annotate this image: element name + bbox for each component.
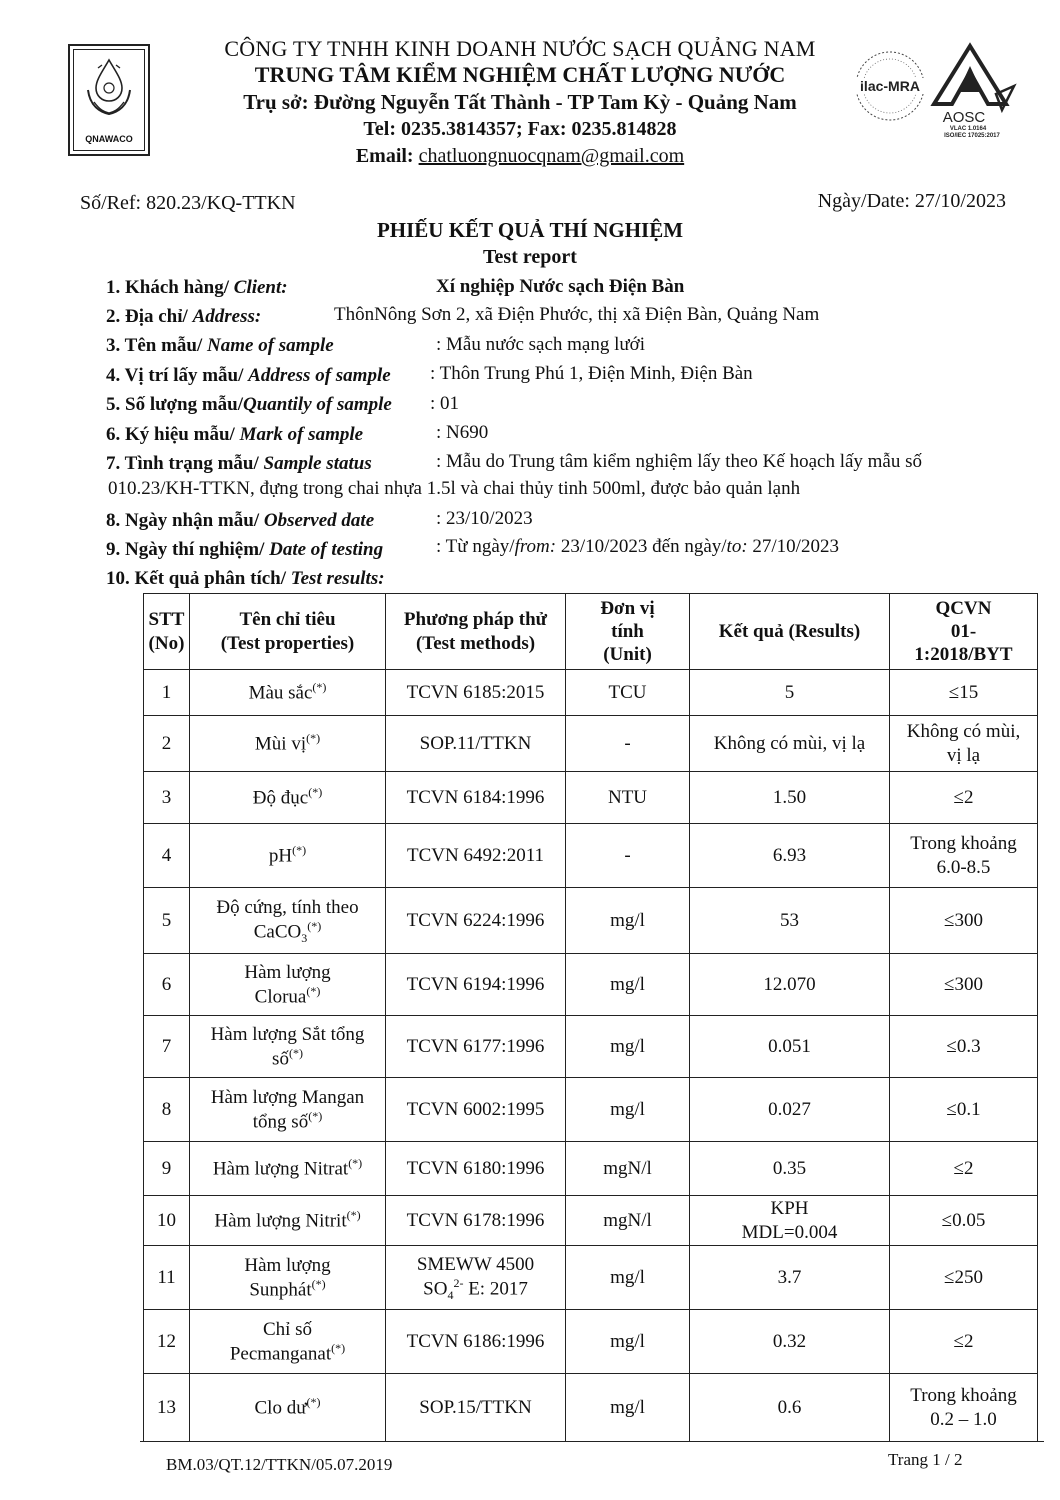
cell-no: 13 — [144, 1374, 190, 1442]
header-qcvn-limit: QCVN 01- 1:2018/BYT — [890, 594, 1038, 670]
aosc-iso-text: ISO/IEC 17025:2017 — [944, 133, 1000, 138]
cell-unit: mg/l — [566, 1310, 690, 1374]
sample-quantity-value: : 01 — [430, 393, 460, 414]
cell-result: 12.070 — [690, 954, 890, 1016]
cell-limit: ≤2 — [890, 772, 1038, 824]
cell-limit: ≤2 — [890, 1142, 1038, 1196]
cell-limit: ≤0.05 — [890, 1196, 1038, 1246]
cell-property: Mùi vị(*) — [190, 716, 386, 772]
cell-method: TCVN 6492:2011 — [386, 824, 566, 888]
testing-date-value: : Từ ngày/from: 23/10/2023 đến ngày/to: 27/10/2023 — [436, 536, 839, 557]
cell-property: Hàm lượng Clorua(*) — [190, 954, 386, 1016]
cell-no: 11 — [144, 1246, 190, 1310]
table-row — [144, 716, 1038, 772]
cell-no: 3 — [144, 772, 190, 824]
cell-method: TCVN 6180:1996 — [386, 1142, 566, 1196]
table-row — [144, 1078, 1038, 1142]
address-label: 2. Địa chỉ/ Address: — [106, 306, 262, 327]
cell-property: Clo dư(*) — [190, 1374, 386, 1442]
sample-name-label: 3. Tên mẫu/ Name of sample — [106, 335, 334, 356]
aosc-vlac-text: VLAC 1.0164 — [949, 126, 987, 132]
cell-property: pH(*) — [190, 824, 386, 888]
cell-limit: Trong khoảng 6.0-8.5 — [890, 824, 1038, 888]
cell-method: TCVN 6184:1996 — [386, 772, 566, 824]
sample-quantity-label: 5. Số lượng mẫu/Quantily of sample — [106, 394, 392, 415]
cell-no: 7 — [144, 1016, 190, 1078]
report-title: PHIẾU KẾT QUẢ THÍ NGHIỆM — [376, 218, 684, 242]
sample-status-value-continued: 010.23/KH-TTKN, đựng trong chai nhựa 1.5l và chai thủy tinh 500ml, được bảo quản lạnh — [108, 478, 801, 499]
cell-property: Hàm lượng Nitrit(*) — [190, 1196, 386, 1246]
sample-location-label: 4. Vị trí lấy mẫu/ Address of sample — [106, 365, 391, 386]
company-logo — [68, 44, 150, 156]
cell-limit: ≤0.3 — [890, 1016, 1038, 1078]
sample-location-value: : Thôn Trung Phú 1, Điện Minh, Điện Bàn — [430, 363, 753, 384]
table-row — [144, 1142, 1038, 1196]
table-header-row — [144, 594, 1038, 670]
water-drop-logo-icon — [74, 50, 144, 130]
cell-unit: mg/l — [566, 954, 690, 1016]
cell-result: Không có mùi, vị lạ — [690, 716, 890, 772]
cell-no: 4 — [144, 824, 190, 888]
cell-unit: - — [566, 716, 690, 772]
cell-unit: - — [566, 824, 690, 888]
aosc-text: AOSC — [942, 109, 986, 126]
cell-no: 5 — [144, 888, 190, 954]
cell-result: 0.6 — [690, 1374, 890, 1442]
cell-no: 12 — [144, 1310, 190, 1374]
cell-result: 0.027 — [690, 1078, 890, 1142]
sample-status-label: 7. Tình trạng mẫu/ Sample status — [106, 453, 372, 474]
center-name: TRUNG TÂM KIỂM NGHIỆM CHẤT LƯỢNG NƯỚC — [254, 62, 786, 87]
cell-no: 2 — [144, 716, 190, 772]
cell-limit: ≤2 — [890, 1310, 1038, 1374]
received-date-label: 8. Ngày nhận mẫu/ Observed date — [106, 510, 375, 531]
table-row — [144, 1016, 1038, 1078]
table-row — [144, 1374, 1038, 1442]
cell-method: TCVN 6185:2015 — [386, 670, 566, 716]
test-results-table — [143, 593, 1038, 1442]
client-value: Xí nghiệp Nước sạch Điện Bàn — [436, 276, 685, 297]
cell-unit: mg/l — [566, 1078, 690, 1142]
reference-number: Số/Ref: 820.23/KQ-TTKN — [80, 192, 296, 214]
sample-name-value: : Mẫu nước sạch mạng lưới — [436, 334, 646, 355]
cell-limit: Trong khoảng 0.2 – 1.0 — [890, 1374, 1038, 1442]
cell-unit: mg/l — [566, 888, 690, 954]
email-label: Email: — [355, 145, 414, 167]
cell-method: TCVN 6194:1996 — [386, 954, 566, 1016]
report-subtitle: Test report — [483, 246, 577, 268]
cell-property: Độ đục(*) — [190, 772, 386, 824]
table-row — [144, 1196, 1038, 1246]
cell-no: 9 — [144, 1142, 190, 1196]
page-number: Trang 1 / 2 — [888, 1450, 963, 1469]
logo-text: QNAWACO — [85, 134, 133, 144]
cell-unit: mg/l — [566, 1246, 690, 1310]
sample-status-value: : Mẫu do Trung tâm kiểm nghiệm lấy theo Kế hoạch lấy mẫu số — [436, 451, 923, 472]
head-office-address: Trụ sở: Đường Nguyễn Tất Thành - TP Tam Kỳ - Quảng Nam — [243, 90, 797, 114]
cell-limit: ≤0.1 — [890, 1078, 1038, 1142]
table-row — [144, 888, 1038, 954]
cell-unit: NTU — [566, 772, 690, 824]
cell-limit: ≤300 — [890, 954, 1038, 1016]
sample-mark-label: 6. Ký hiệu mẫu/ Mark of sample — [106, 424, 364, 445]
cell-result: 53 — [690, 888, 890, 954]
table-row — [144, 1246, 1038, 1310]
client-label: 1. Khách hàng/ Client: — [106, 277, 288, 298]
cell-result: 0.051 — [690, 1016, 890, 1078]
testing-date-label: 9. Ngày thí nghiệm/ Date of testing — [106, 539, 384, 560]
company-name: CÔNG TY TNHH KINH DOANH NƯỚC SẠCH QUẢNG NAM — [224, 36, 816, 61]
header-no: STT (No) — [144, 594, 190, 670]
cell-property: Chỉ số Pecmanganat(*) — [190, 1310, 386, 1374]
ilac-mra-seal-icon — [852, 48, 928, 124]
cell-method: SOP.15/TTKN — [386, 1374, 566, 1442]
table-row — [144, 824, 1038, 888]
email-link[interactable]: chatluongnuocqnam@gmail.com — [418, 145, 685, 167]
cell-limit: Không có mùi, vị lạ — [890, 716, 1038, 772]
aosc-accreditation-icon — [928, 42, 1018, 138]
cell-method: TCVN 6186:1996 — [386, 1310, 566, 1374]
cell-result: 5 — [690, 670, 890, 716]
cell-method: TCVN 6177:1996 — [386, 1016, 566, 1078]
cell-method: SOP.11/TTKN — [386, 716, 566, 772]
cell-limit: ≤250 — [890, 1246, 1038, 1310]
cell-unit: mg/l — [566, 1374, 690, 1442]
header-test-methods: Phương pháp thử (Test methods) — [386, 594, 566, 670]
cell-no: 8 — [144, 1078, 190, 1142]
header-results: Kết quả (Results) — [690, 594, 890, 670]
cell-limit: ≤300 — [890, 888, 1038, 954]
contact-email — [200, 145, 840, 168]
received-date-value: : 23/10/2023 — [436, 508, 533, 529]
cell-result: 3.7 — [690, 1246, 890, 1310]
cell-unit: TCU — [566, 670, 690, 716]
cell-no: 1 — [144, 670, 190, 716]
cell-property: Hàm lượng Nitrat(*) — [190, 1142, 386, 1196]
test-results-label: 10. Kết quả phân tích/ Test results: — [106, 568, 385, 589]
cell-limit: ≤15 — [890, 670, 1038, 716]
header-test-properties: Tên chỉ tiêu (Test properties) — [190, 594, 386, 670]
cell-property: Hàm lượng Sunphát(*) — [190, 1246, 386, 1310]
cell-property: Màu sắc(*) — [190, 670, 386, 716]
contact-phone-fax: Tel: 0235.3814357; Fax: 0235.814828 — [363, 118, 677, 140]
ilac-text: ilac-MRA — [860, 78, 920, 94]
cell-method: TCVN 6178:1996 — [386, 1196, 566, 1246]
cell-unit: mgN/l — [566, 1142, 690, 1196]
cell-result: 0.32 — [690, 1310, 890, 1374]
report-date: Ngày/Date: 27/10/2023 — [817, 190, 1006, 212]
header-unit: Đơn vị tính (Unit) — [566, 594, 690, 670]
cell-method: SMEWW 4500 $SO_4^{2-}$ E: 2017 — [386, 1246, 566, 1310]
table-row — [144, 670, 1038, 716]
cell-property: Hàm lượng Sắt tổng số(*) — [190, 1016, 386, 1078]
table-row — [144, 1310, 1038, 1374]
cell-method: TCVN 6002:1995 — [386, 1078, 566, 1142]
cell-result: 0.35 — [690, 1142, 890, 1196]
cell-property: Hàm lượng Mangan tổng số(*) — [190, 1078, 386, 1142]
footer-divider — [140, 1441, 1044, 1442]
cell-result: KPH MDL=0.004 — [690, 1196, 890, 1246]
form-code: BM.03/QT.12/TTKN/05.07.2019 — [166, 1455, 393, 1474]
table-row — [144, 772, 1038, 824]
cell-result: 1.50 — [690, 772, 890, 824]
table-row — [144, 954, 1038, 1016]
address-value: ThônNông Sơn 2, xã Điện Phước, thị xã Điện Bàn, Quảng Nam — [334, 304, 820, 325]
cell-method: TCVN 6224:1996 — [386, 888, 566, 954]
cell-unit: mg/l — [566, 1016, 690, 1078]
cell-unit: mgN/l — [566, 1196, 690, 1246]
sample-mark-value: : N690 — [436, 422, 489, 443]
cell-property: Độ cứng, tính theo CaCO$_3$(*) — [190, 888, 386, 954]
cell-no: 10 — [144, 1196, 190, 1246]
cell-result: 6.93 — [690, 824, 890, 888]
cell-no: 6 — [144, 954, 190, 1016]
